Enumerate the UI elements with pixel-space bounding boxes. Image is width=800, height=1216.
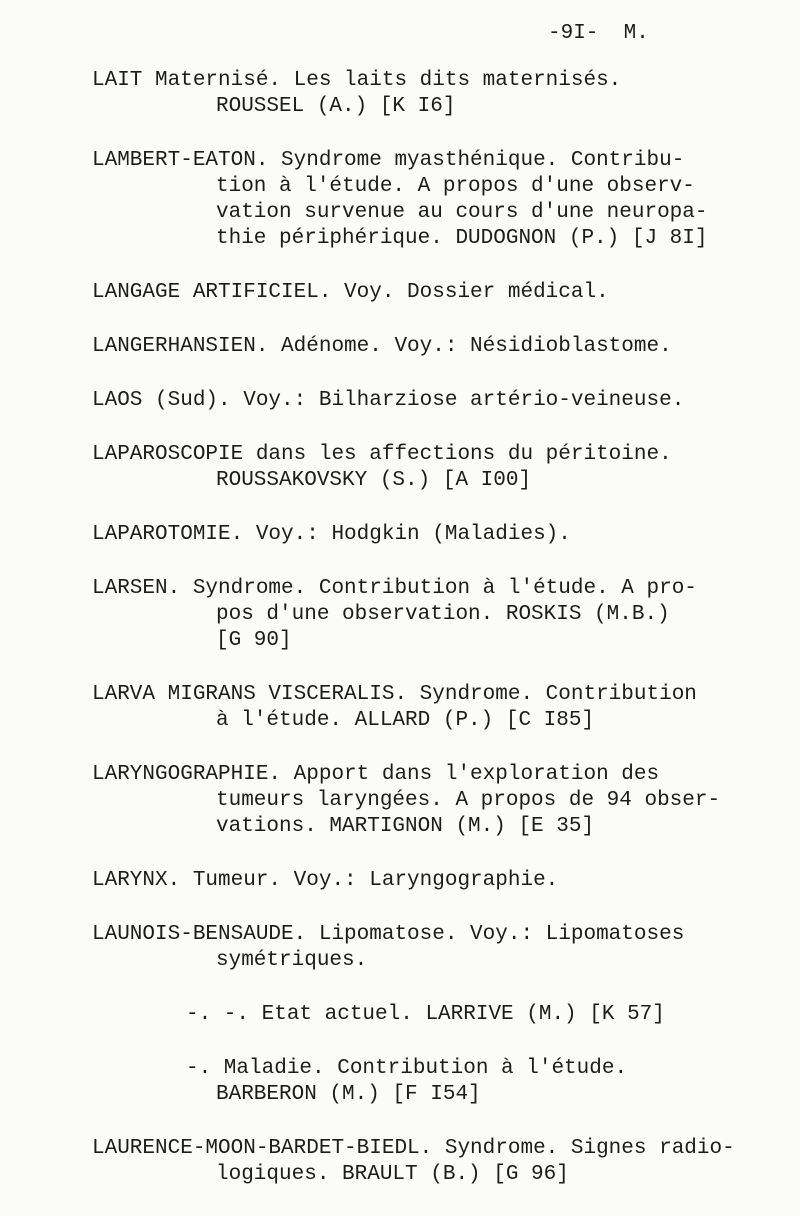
entry-line: vation survenue au cours d'une neuropa- xyxy=(216,201,708,224)
index-entry xyxy=(92,334,772,360)
page-number: -9I- xyxy=(548,22,599,45)
entry-line: logiques. BRAULT (B.) [G 96] xyxy=(216,1163,569,1186)
index-subentry xyxy=(92,1002,772,1028)
entry-line: pos d'une observation. ROSKIS (M.B.) xyxy=(216,603,670,626)
index-entry xyxy=(92,682,772,734)
index-entry xyxy=(92,762,772,840)
entry-line: -. -. Etat actuel. LARRIVE (M.) [K 57] xyxy=(186,1003,665,1026)
entry-line: ROUSSAKOVSKY (S.) [A I00] xyxy=(216,469,532,492)
entry-line: tion à l'étude. A propos d'une observ- xyxy=(216,175,695,198)
entry-line: ROUSSEL (A.) [K I6] xyxy=(216,95,456,118)
index-entry xyxy=(92,922,772,974)
entry-line: -. Maladie. Contribution à l'étude. xyxy=(186,1057,628,1080)
index-entry xyxy=(92,442,772,494)
index-subentry xyxy=(92,1056,772,1108)
entry-line: LANGAGE ARTIFICIEL. Voy. Dossier médical. xyxy=(92,281,609,304)
entry-line: LAMBERT-EATON. Syndrome myasthénique. Contribu- xyxy=(92,149,685,172)
index-entry xyxy=(92,148,772,252)
entry-line: tumeurs laryngées. A propos de 94 obser- xyxy=(216,789,721,812)
entry-line: LARSEN. Syndrome. Contribution à l'étude. A pro- xyxy=(92,577,697,600)
entry-line: LAURENCE-MOON-BARDET-BIEDL. Syndrome. Signes radio- xyxy=(92,1137,735,1160)
entry-line: LAPAROSCOPIE dans les affections du péritoine. xyxy=(92,443,672,466)
entry-line: LAOS (Sud). Voy.: Bilharziose artério-veineuse. xyxy=(92,389,685,412)
section-letter: M. xyxy=(623,22,649,45)
page-header xyxy=(548,22,649,45)
index-entry xyxy=(92,1136,772,1188)
entry-line: thie périphérique. DUDOGNON (P.) [J 8I] xyxy=(216,227,708,250)
entry-line: LARVA MIGRANS VISCERALIS. Syndrome. Contribution xyxy=(92,683,697,706)
entry-line: symétriques. xyxy=(216,949,368,972)
entry-line: LARYNGOGRAPHIE. Apport dans l'exploration des xyxy=(92,763,660,786)
index-entries xyxy=(92,68,772,1216)
index-entry xyxy=(92,868,772,894)
index-entry xyxy=(92,388,772,414)
entry-line: BARBERON (M.) [F I54] xyxy=(216,1083,481,1106)
index-entry xyxy=(92,576,772,654)
entry-line: LAIT Maternisé. Les laits dits maternisés. xyxy=(92,69,622,92)
entry-line: LAUNOIS-BENSAUDE. Lipomatose. Voy.: Lipomatoses xyxy=(92,923,685,946)
index-entry xyxy=(92,68,772,120)
entry-line: vations. MARTIGNON (M.) [E 35] xyxy=(216,815,595,838)
index-entry xyxy=(92,522,772,548)
entry-line: à l'étude. ALLARD (P.) [C I85] xyxy=(216,709,595,732)
entry-line: LAPAROTOMIE. Voy.: Hodgkin (Maladies). xyxy=(92,523,571,546)
index-entry xyxy=(92,280,772,306)
entry-line: LARYNX. Tumeur. Voy.: Laryngographie. xyxy=(92,869,559,892)
entry-line: [G 90] xyxy=(216,629,292,652)
entry-line: LANGERHANSIEN. Adénome. Voy.: Nésidioblastome. xyxy=(92,335,672,358)
